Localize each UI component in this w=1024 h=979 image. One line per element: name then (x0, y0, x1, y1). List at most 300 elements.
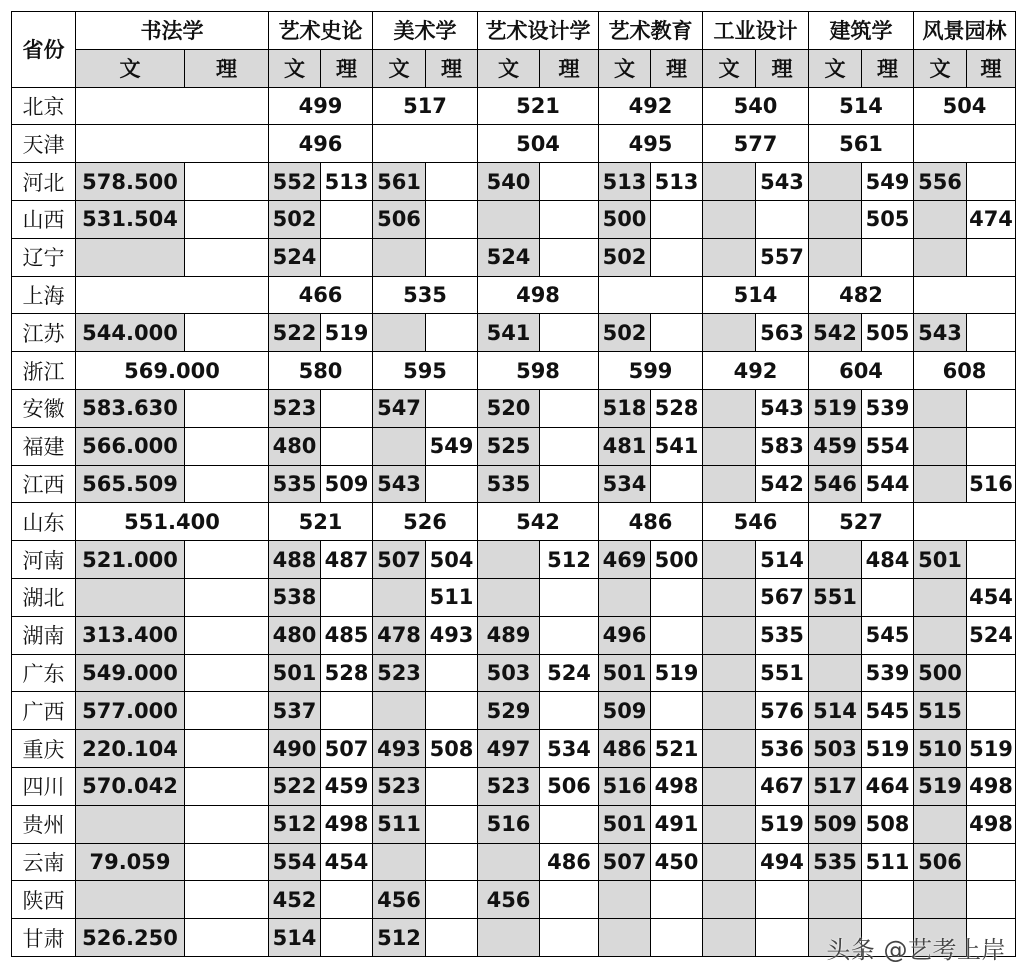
score-cell (967, 427, 1016, 465)
score-cell (426, 692, 478, 730)
score-cell: 500 (914, 654, 967, 692)
score-cell: 515 (914, 692, 967, 730)
score-cell: 493 (373, 730, 426, 768)
score-cell (185, 654, 269, 692)
score-cell: 480 (269, 616, 321, 654)
score-cell: 503 (478, 654, 540, 692)
score-cell (321, 919, 373, 957)
score-cell (967, 654, 1016, 692)
score-cell: 503 (809, 730, 862, 768)
score-cell: 534 (599, 465, 651, 503)
score-cell: 485 (321, 616, 373, 654)
score-cell (703, 730, 756, 768)
wen-header: 文 (478, 49, 540, 87)
score-cell: 500 (651, 541, 703, 579)
li-header: 理 (651, 49, 703, 87)
score-cell: 474 (967, 200, 1016, 238)
score-cell: 540 (478, 163, 540, 201)
score-cell: 509 (321, 465, 373, 503)
score-cell (809, 616, 862, 654)
score-cell: 459 (809, 427, 862, 465)
score-cell: 487 (321, 541, 373, 579)
score-cell (703, 541, 756, 579)
score-cell: 469 (599, 541, 651, 579)
score-cell (703, 389, 756, 427)
score-cell (478, 200, 540, 238)
score-cell (756, 919, 809, 957)
score-cell: 518 (599, 389, 651, 427)
score-cell: 501 (914, 541, 967, 579)
score-cell: 507 (599, 843, 651, 881)
score-cell: 492 (599, 87, 703, 125)
score-cell (540, 200, 599, 238)
table-row (12, 87, 1016, 125)
score-cell: 543 (914, 314, 967, 352)
province-cell: 甘肃 (12, 919, 76, 957)
score-cell (426, 805, 478, 843)
score-cell: 454 (321, 843, 373, 881)
score-cell: 496 (269, 125, 373, 163)
score-cell (185, 767, 269, 805)
score-cell (76, 805, 185, 843)
score-cell: 484 (862, 541, 914, 579)
score-cell: 544.000 (76, 314, 185, 352)
table-row (12, 616, 1016, 654)
score-cell (914, 238, 967, 276)
score-cell: 506 (373, 200, 426, 238)
score-cell: 521 (478, 87, 599, 125)
score-cell (321, 238, 373, 276)
score-cell (703, 805, 756, 843)
score-cell (967, 881, 1016, 919)
score-cell (809, 238, 862, 276)
score-cell (703, 654, 756, 692)
score-cell: 535 (809, 843, 862, 881)
score-cell: 524 (478, 238, 540, 276)
province-cell: 贵州 (12, 805, 76, 843)
score-cell (862, 578, 914, 616)
score-cell (651, 200, 703, 238)
score-cell: 498 (321, 805, 373, 843)
province-cell: 四川 (12, 767, 76, 805)
score-table (11, 11, 1016, 957)
score-cell (321, 200, 373, 238)
province-cell: 北京 (12, 87, 76, 125)
score-cell: 551 (756, 654, 809, 692)
score-cell (540, 881, 599, 919)
score-cell: 534 (540, 730, 599, 768)
score-cell: 511 (373, 805, 426, 843)
score-cell: 522 (269, 314, 321, 352)
score-cell: 464 (862, 767, 914, 805)
score-cell: 563 (756, 314, 809, 352)
province-cell: 江西 (12, 465, 76, 503)
province-cell: 重庆 (12, 730, 76, 768)
score-cell (426, 314, 478, 352)
li-header: 理 (862, 49, 914, 87)
wen-header: 文 (373, 49, 426, 87)
score-cell (373, 578, 426, 616)
province-cell: 福建 (12, 427, 76, 465)
score-cell: 512 (269, 805, 321, 843)
score-cell (76, 238, 185, 276)
table-row (12, 276, 1016, 314)
score-cell: 557 (756, 238, 809, 276)
wen-header: 文 (76, 49, 185, 87)
table-row (12, 654, 1016, 692)
score-cell: 454 (967, 578, 1016, 616)
score-cell: 513 (321, 163, 373, 201)
score-cell: 566.000 (76, 427, 185, 465)
score-cell: 525 (478, 427, 540, 465)
score-cell: 494 (756, 843, 809, 881)
score-cell (540, 389, 599, 427)
score-cell (185, 730, 269, 768)
score-cell (540, 465, 599, 503)
score-cell: 567 (756, 578, 809, 616)
score-cell: 450 (651, 843, 703, 881)
score-cell: 497 (478, 730, 540, 768)
score-cell (540, 616, 599, 654)
score-cell (914, 125, 1016, 163)
score-cell: 456 (373, 881, 426, 919)
score-cell: 549 (426, 427, 478, 465)
table-body (12, 87, 1016, 956)
score-cell: 478 (373, 616, 426, 654)
score-cell: 491 (651, 805, 703, 843)
province-cell: 河北 (12, 163, 76, 201)
score-cell (185, 692, 269, 730)
score-cell (540, 427, 599, 465)
score-cell (478, 541, 540, 579)
score-cell: 509 (809, 805, 862, 843)
score-cell: 523 (269, 389, 321, 427)
score-cell: 547 (373, 389, 426, 427)
score-cell (862, 881, 914, 919)
score-cell: 501 (599, 654, 651, 692)
table-row (12, 692, 1016, 730)
province-cell: 江苏 (12, 314, 76, 352)
score-cell (540, 919, 599, 957)
score-cell: 514 (269, 919, 321, 957)
score-cell: 583.630 (76, 389, 185, 427)
score-cell: 498 (967, 767, 1016, 805)
score-cell (914, 805, 967, 843)
score-cell: 538 (269, 578, 321, 616)
score-cell (321, 427, 373, 465)
score-cell (809, 541, 862, 579)
score-cell (703, 843, 756, 881)
score-cell (599, 578, 651, 616)
score-cell: 452 (269, 881, 321, 919)
score-cell (967, 692, 1016, 730)
score-cell (321, 692, 373, 730)
score-cell (478, 578, 540, 616)
score-cell (651, 881, 703, 919)
score-cell: 521 (269, 503, 373, 541)
score-cell (651, 238, 703, 276)
score-cell: 521.000 (76, 541, 185, 579)
score-cell: 486 (599, 730, 651, 768)
li-header: 理 (426, 49, 478, 87)
score-cell: 583 (756, 427, 809, 465)
li-header: 理 (967, 49, 1016, 87)
table-row (12, 843, 1016, 881)
score-cell: 598 (478, 352, 599, 390)
score-cell (373, 314, 426, 352)
table-row (12, 352, 1016, 390)
score-cell (185, 843, 269, 881)
score-cell (540, 805, 599, 843)
header-row-subjects (12, 49, 1016, 87)
score-cell: 498 (967, 805, 1016, 843)
score-cell: 486 (599, 503, 703, 541)
table-row (12, 767, 1016, 805)
score-cell: 577 (703, 125, 809, 163)
major-header: 美术学 (373, 12, 478, 50)
score-cell: 502 (269, 200, 321, 238)
score-cell: 535 (478, 465, 540, 503)
score-cell: 505 (862, 200, 914, 238)
score-cell (426, 767, 478, 805)
score-cell: 482 (809, 276, 914, 314)
score-cell (967, 541, 1016, 579)
score-cell: 514 (809, 87, 914, 125)
score-cell: 529 (478, 692, 540, 730)
score-cell (914, 427, 967, 465)
score-cell (703, 200, 756, 238)
score-cell: 549 (862, 163, 914, 201)
score-cell (321, 389, 373, 427)
score-cell (426, 881, 478, 919)
score-cell (756, 881, 809, 919)
score-cell: 521 (651, 730, 703, 768)
province-cell: 山东 (12, 503, 76, 541)
table-row (12, 541, 1016, 579)
score-cell (809, 654, 862, 692)
score-cell (185, 805, 269, 843)
score-cell (321, 578, 373, 616)
score-cell: 467 (756, 767, 809, 805)
province-cell: 辽宁 (12, 238, 76, 276)
score-cell: 519 (862, 730, 914, 768)
score-cell: 480 (269, 427, 321, 465)
header-row-majors (12, 12, 1016, 50)
score-cell (914, 276, 1016, 314)
score-cell: 524 (269, 238, 321, 276)
score-cell (651, 578, 703, 616)
score-cell (478, 843, 540, 881)
score-cell (703, 465, 756, 503)
score-cell: 556 (914, 163, 967, 201)
province-cell: 河南 (12, 541, 76, 579)
score-cell: 220.104 (76, 730, 185, 768)
score-cell (651, 692, 703, 730)
score-cell: 505 (862, 314, 914, 352)
table-row (12, 125, 1016, 163)
score-cell (185, 578, 269, 616)
score-cell: 549.000 (76, 654, 185, 692)
score-cell: 528 (321, 654, 373, 692)
li-header: 理 (321, 49, 373, 87)
score-cell: 528 (651, 389, 703, 427)
score-cell: 456 (478, 881, 540, 919)
score-cell: 543 (756, 163, 809, 201)
score-cell: 313.400 (76, 616, 185, 654)
score-cell: 535 (756, 616, 809, 654)
score-cell: 554 (862, 427, 914, 465)
score-cell (426, 163, 478, 201)
province-cell: 湖南 (12, 616, 76, 654)
score-cell (651, 314, 703, 352)
li-header: 理 (756, 49, 809, 87)
score-cell: 576 (756, 692, 809, 730)
score-cell: 516 (967, 465, 1016, 503)
score-cell: 500 (599, 200, 651, 238)
score-cell: 512 (373, 919, 426, 957)
score-cell (967, 389, 1016, 427)
score-cell (185, 163, 269, 201)
score-cell (703, 314, 756, 352)
score-cell: 501 (599, 805, 651, 843)
score-cell (185, 427, 269, 465)
score-cell: 508 (862, 805, 914, 843)
score-cell: 536 (756, 730, 809, 768)
score-cell (914, 881, 967, 919)
score-cell (76, 578, 185, 616)
score-cell: 527 (809, 503, 914, 541)
score-cell: 495 (599, 125, 703, 163)
score-cell: 523 (478, 767, 540, 805)
score-cell (756, 200, 809, 238)
score-cell: 506 (914, 843, 967, 881)
score-cell: 539 (862, 389, 914, 427)
province-cell: 广东 (12, 654, 76, 692)
score-cell (76, 87, 269, 125)
score-cell: 526.250 (76, 919, 185, 957)
score-cell (426, 654, 478, 692)
score-cell (185, 238, 269, 276)
major-header: 书法学 (76, 12, 269, 50)
major-header: 艺术设计学 (478, 12, 599, 50)
score-cell: 514 (703, 276, 809, 314)
score-cell: 489 (478, 616, 540, 654)
score-cell: 540 (703, 87, 809, 125)
score-cell: 509 (599, 692, 651, 730)
score-cell: 517 (809, 767, 862, 805)
score-cell (426, 200, 478, 238)
province-cell: 湖北 (12, 578, 76, 616)
score-cell: 544 (862, 465, 914, 503)
score-cell: 504 (478, 125, 599, 163)
score-cell (967, 843, 1016, 881)
score-cell: 79.059 (76, 843, 185, 881)
score-cell: 511 (426, 578, 478, 616)
score-cell (703, 767, 756, 805)
score-cell (862, 238, 914, 276)
score-cell: 510 (914, 730, 967, 768)
score-cell (478, 919, 540, 957)
score-cell: 541 (478, 314, 540, 352)
score-cell (540, 314, 599, 352)
score-cell (599, 881, 651, 919)
score-cell: 565.509 (76, 465, 185, 503)
score-cell (703, 238, 756, 276)
score-cell (703, 616, 756, 654)
score-cell: 551.400 (76, 503, 269, 541)
score-cell (809, 881, 862, 919)
score-cell: 519 (967, 730, 1016, 768)
score-cell (373, 238, 426, 276)
score-cell (185, 389, 269, 427)
score-cell: 541 (651, 427, 703, 465)
score-cell: 608 (914, 352, 1016, 390)
score-cell: 543 (373, 465, 426, 503)
province-cell: 安徽 (12, 389, 76, 427)
score-cell: 492 (703, 352, 809, 390)
table-row (12, 881, 1016, 919)
score-cell: 580 (269, 352, 373, 390)
score-cell: 537 (269, 692, 321, 730)
score-cell (185, 919, 269, 957)
table-row (12, 578, 1016, 616)
score-cell: 490 (269, 730, 321, 768)
score-cell (540, 692, 599, 730)
score-cell (914, 578, 967, 616)
score-cell (703, 919, 756, 957)
major-header: 艺术教育 (599, 12, 703, 50)
score-cell: 507 (321, 730, 373, 768)
score-cell: 577.000 (76, 692, 185, 730)
score-cell (426, 389, 478, 427)
score-cell: 535 (269, 465, 321, 503)
table-row (12, 314, 1016, 352)
score-cell: 524 (967, 616, 1016, 654)
score-cell: 507 (373, 541, 426, 579)
score-cell (651, 465, 703, 503)
score-cell: 493 (426, 616, 478, 654)
score-cell (373, 125, 478, 163)
score-cell (967, 314, 1016, 352)
province-cell: 天津 (12, 125, 76, 163)
score-cell (426, 465, 478, 503)
score-cell: 519 (809, 389, 862, 427)
score-cell (967, 163, 1016, 201)
score-cell: 519 (756, 805, 809, 843)
score-cell: 535 (373, 276, 478, 314)
score-cell: 496 (599, 616, 651, 654)
score-cell: 542 (756, 465, 809, 503)
score-cell (914, 389, 967, 427)
score-cell (321, 881, 373, 919)
score-cell (703, 427, 756, 465)
score-cell: 498 (478, 276, 599, 314)
table-row (12, 465, 1016, 503)
watermark: 头条 @艺考上岸 (826, 936, 1006, 964)
score-cell (703, 578, 756, 616)
score-cell (703, 692, 756, 730)
score-cell (185, 314, 269, 352)
table-row (12, 200, 1016, 238)
score-cell: 523 (373, 654, 426, 692)
wen-header: 文 (269, 49, 321, 87)
score-cell: 501 (269, 654, 321, 692)
table-row (12, 730, 1016, 768)
li-header: 理 (185, 49, 269, 87)
score-cell: 511 (862, 843, 914, 881)
score-cell: 481 (599, 427, 651, 465)
score-cell: 599 (599, 352, 703, 390)
